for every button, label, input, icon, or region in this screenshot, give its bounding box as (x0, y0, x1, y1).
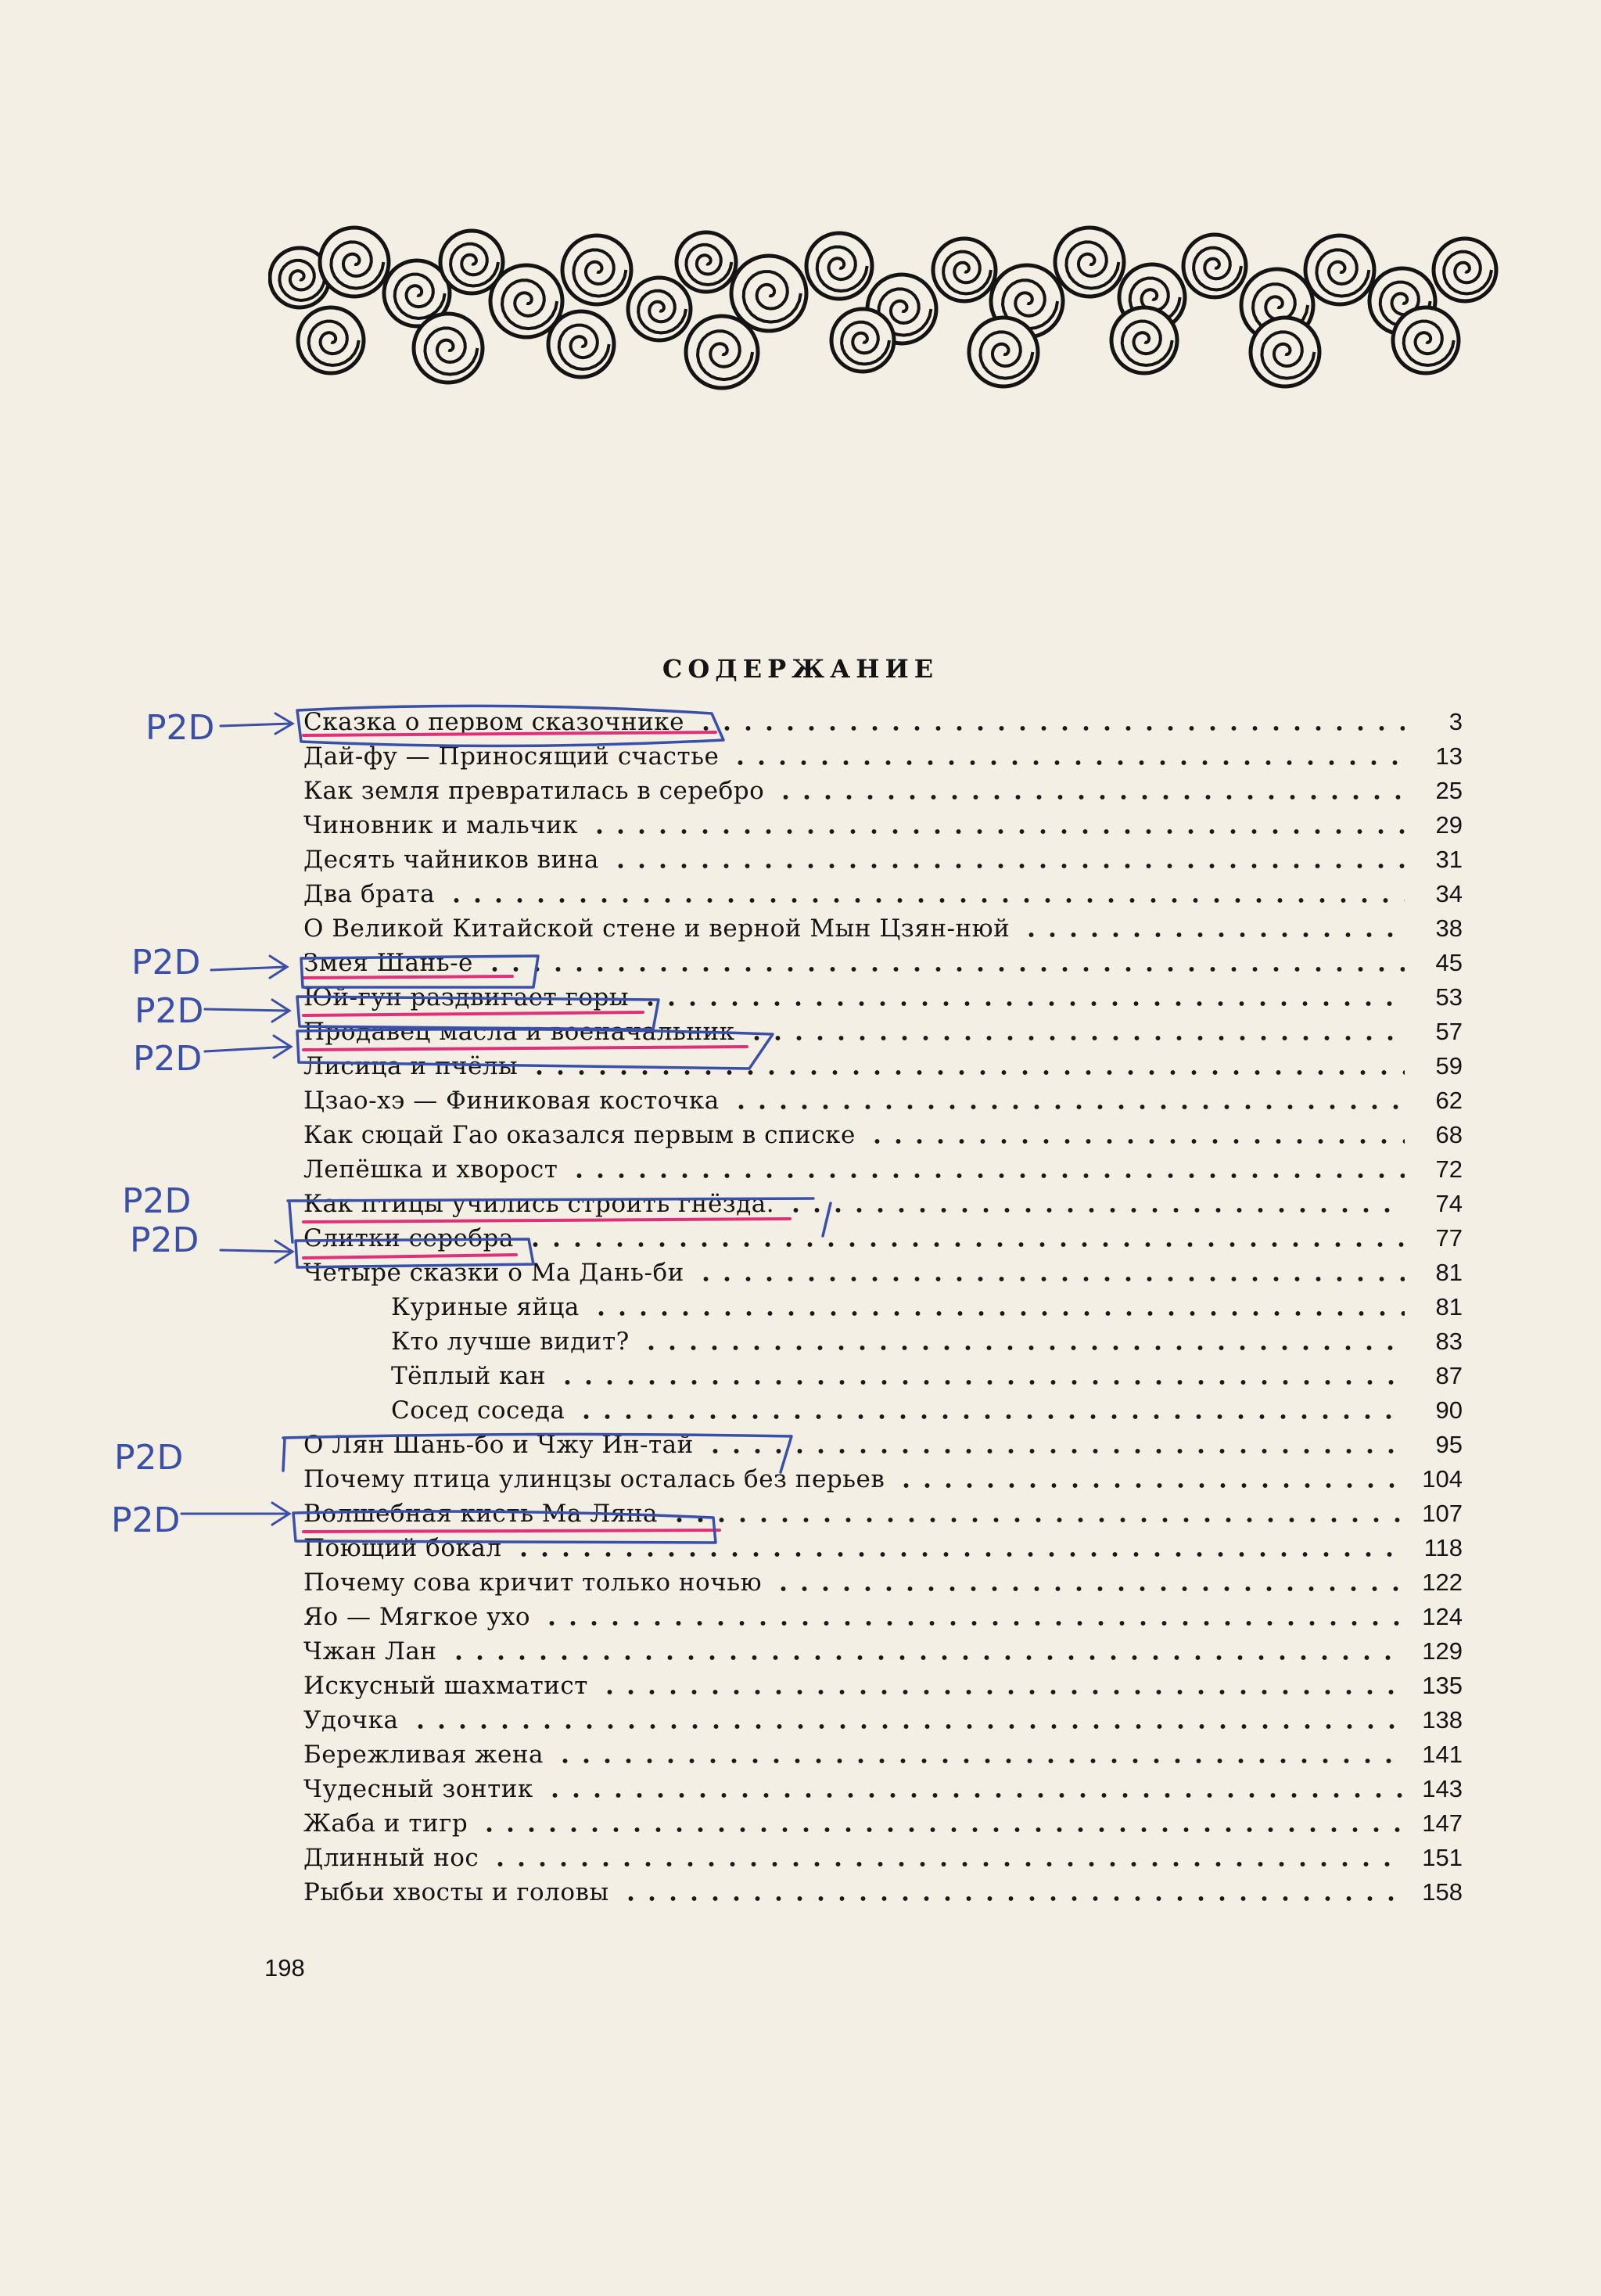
toc-entry-page: 68 (1435, 1121, 1463, 1148)
toc-entry (303, 983, 1463, 1018)
toc-entry-title: Чудесный зонтик (303, 1775, 533, 1803)
dot-leader (490, 1861, 1405, 1867)
toc-entry (303, 1259, 1463, 1293)
dot-leader (446, 897, 1405, 904)
toc-entry (303, 1431, 1463, 1465)
handwritten-note: P2D (131, 943, 201, 983)
toc-entry-title: Как земля превратилась в серебро (303, 777, 765, 805)
toc-subentry (391, 1293, 1463, 1328)
dot-leader (557, 1379, 1405, 1385)
toc-entry (303, 1224, 1463, 1259)
toc-entry-page: 34 (1435, 880, 1463, 907)
toc-entry-page: 95 (1435, 1431, 1463, 1458)
toc-entry-page: 62 (1435, 1087, 1463, 1114)
dot-leader (775, 794, 1405, 800)
toc-entry-page: 158 (1422, 1878, 1463, 1906)
toc-entry (303, 1603, 1463, 1637)
toc-entry (303, 949, 1463, 983)
toc-entry-page: 147 (1422, 1809, 1463, 1837)
dot-leader (1021, 932, 1405, 938)
dot-leader (479, 1827, 1405, 1833)
toc-subentry (391, 1328, 1463, 1362)
toc-entry-title: Удочка (303, 1706, 399, 1734)
toc-entry (303, 777, 1463, 811)
toc-entry-page: 31 (1435, 846, 1463, 873)
toc-entry-title: Змея Шань-е (303, 949, 473, 977)
toc-entry (303, 1672, 1463, 1706)
toc-entry (303, 1775, 1463, 1809)
toc-entry-page: 57 (1435, 1018, 1463, 1045)
toc-entry-title: Как птицы учились строить гнёзда. (303, 1190, 775, 1218)
toc-subentry (391, 1362, 1463, 1396)
toc-entry (303, 1844, 1463, 1878)
dot-leader (730, 760, 1405, 766)
toc-entry-title: Десять чайников вина (303, 846, 599, 874)
toc-entry-title: Длинный нос (303, 1844, 479, 1872)
toc-entry (303, 1878, 1463, 1913)
toc-entry-title: Юй-гун раздвигает горы (303, 983, 630, 1011)
toc-entry (303, 1121, 1463, 1155)
handwritten-note: P2D (122, 1181, 192, 1221)
toc-entry-title: Сказка о первом сказочнике (303, 708, 684, 736)
toc-entry (303, 1500, 1463, 1534)
dot-leader (610, 863, 1405, 869)
dot-leader (569, 1173, 1405, 1179)
toc-entry (303, 914, 1463, 949)
toc-entry (303, 1706, 1463, 1741)
dot-leader (529, 1069, 1405, 1076)
toc-entry-title: Как сюцай Гао оказался первым в списке (303, 1121, 856, 1149)
toc-entry-title: Два брата (303, 880, 436, 908)
toc-entry-title: Слитки серебра (303, 1224, 515, 1252)
dot-leader (410, 1723, 1405, 1730)
toc-entry-page: 25 (1435, 777, 1463, 804)
toc-entry-page: 13 (1435, 742, 1463, 770)
dot-leader (695, 1276, 1405, 1282)
page-number: 198 (264, 1954, 305, 1982)
toc-entry-title: Волшебная кисть Ма Ляна (303, 1500, 658, 1528)
toc-entry-title: Сосед соседа (391, 1396, 565, 1425)
toc-entry (303, 1534, 1463, 1568)
toc-entry-title: Куриные яйца (391, 1293, 580, 1321)
toc-entry (303, 1018, 1463, 1052)
dot-leader (484, 966, 1405, 972)
toc-entry-page: 90 (1435, 1396, 1463, 1424)
handwritten-note: P2D (133, 1039, 203, 1079)
toc-entry-title: Почему птица улинцзы осталась без перьев (303, 1465, 885, 1493)
toc-entry-page: 107 (1422, 1500, 1463, 1527)
handwritten-note: P2D (114, 1438, 184, 1478)
toc-entry (303, 1465, 1463, 1500)
dot-leader (591, 1310, 1405, 1317)
toc-entry (303, 1190, 1463, 1224)
toc-entry-page: 83 (1435, 1328, 1463, 1355)
toc-entry-page: 3 (1448, 708, 1463, 735)
dot-leader (785, 1207, 1405, 1213)
toc-entry (303, 742, 1463, 777)
toc-entry (303, 846, 1463, 880)
toc-entry-title: Почему сова кричит только ночью (303, 1568, 763, 1597)
toc-entry-page: 151 (1422, 1844, 1463, 1871)
toc-entry (303, 811, 1463, 846)
toc-entry (303, 1741, 1463, 1775)
toc-entry-page: 38 (1435, 914, 1463, 942)
toc-entry-page: 143 (1422, 1775, 1463, 1802)
toc-entry-title: Тёплый кан (391, 1362, 547, 1390)
handwritten-note: P2D (111, 1500, 181, 1540)
toc-entry-page: 81 (1435, 1259, 1463, 1286)
toc-entry-title: Бережливая жена (303, 1741, 544, 1769)
toc-entry (303, 1637, 1463, 1672)
toc-entry-page: 81 (1435, 1293, 1463, 1320)
toc-entry-title: Жаба и тигр (303, 1809, 468, 1838)
dot-leader (641, 1345, 1405, 1351)
toc-entry (303, 1052, 1463, 1087)
dot-leader (640, 1001, 1405, 1007)
toc-entry-page: 77 (1435, 1224, 1463, 1252)
toc-entry-title: Лепёшка и хворост (303, 1155, 558, 1184)
dot-leader (513, 1551, 1405, 1558)
toc-entry-page: 122 (1422, 1568, 1463, 1596)
toc-entry-title: Лисица и пчёлы (303, 1052, 519, 1080)
toc-entry (303, 1087, 1463, 1121)
dot-leader (705, 1448, 1405, 1454)
toc-entry (303, 1155, 1463, 1190)
toc-entry-page: 141 (1422, 1741, 1463, 1768)
toc-entry-title: Искусный шахматист (303, 1672, 588, 1700)
toc-entry-title: Цзао-хэ — Финиковая косточка (303, 1087, 720, 1115)
toc-subentry (391, 1396, 1463, 1431)
dot-leader (746, 1035, 1405, 1041)
toc-entry-page: 87 (1435, 1362, 1463, 1389)
toc-entry (303, 1568, 1463, 1603)
toc-entry-title: Четыре сказки о Ма Дань-би (303, 1259, 684, 1287)
toc-entry-title: Яо — Мягкое ухо (303, 1603, 531, 1631)
toc-entry-title: О Великой Китайской стене и верной Мын Цзян-нюй (303, 914, 1010, 943)
dot-leader (599, 1689, 1405, 1695)
toc-entry-title: Рыбьи хвосты и головы (303, 1878, 609, 1906)
toc-entry-page: 135 (1422, 1672, 1463, 1699)
dot-leader (555, 1758, 1405, 1764)
toc-entry-title: Поющий бокал (303, 1534, 502, 1562)
dot-leader (448, 1655, 1405, 1661)
dot-leader (541, 1620, 1405, 1626)
toc-entry-title: Чиновник и мальчик (303, 811, 579, 839)
toc-title: СОДЕРЖАНИЕ (662, 654, 939, 684)
toc-entry-page: 29 (1435, 811, 1463, 839)
dot-leader (576, 1414, 1405, 1420)
toc-entry-page: 124 (1422, 1603, 1463, 1630)
handwritten-note: P2D (130, 1220, 199, 1260)
toc-entry-title: Дай-фу — Приносящий счастье (303, 742, 720, 771)
toc-entry-page: 138 (1422, 1706, 1463, 1734)
dot-leader (896, 1482, 1405, 1489)
dot-leader (620, 1895, 1405, 1902)
toc-entry-page: 45 (1435, 949, 1463, 976)
cloud-ornament (268, 207, 1504, 403)
handwritten-note: P2D (145, 708, 215, 748)
toc-entry-page: 74 (1435, 1190, 1463, 1217)
toc-entry (303, 880, 1463, 914)
toc-entry (303, 708, 1463, 742)
handwritten-note: P2D (135, 991, 204, 1031)
toc-entry-page: 53 (1435, 983, 1463, 1011)
arrow-icons (181, 713, 293, 1525)
toc-entry-page: 129 (1422, 1637, 1463, 1665)
toc-entry-title: Кто лучше видит? (391, 1328, 630, 1356)
toc-entry-page: 59 (1435, 1052, 1463, 1080)
dot-leader (525, 1241, 1405, 1248)
dot-leader (669, 1517, 1405, 1523)
dot-leader (544, 1792, 1405, 1798)
dot-leader (731, 1104, 1405, 1110)
toc-entry-page: 118 (1423, 1534, 1463, 1561)
toc-entry-title: Чжан Лан (303, 1637, 437, 1665)
toc-entry-title: Продавец масла и военачальник (303, 1018, 735, 1046)
toc-entry (303, 1809, 1463, 1844)
toc-entry-page: 104 (1422, 1465, 1463, 1493)
dot-leader (867, 1138, 1405, 1144)
toc-entry-page: 72 (1435, 1155, 1463, 1183)
dot-leader (695, 725, 1405, 731)
toc-entry-title: О Лян Шань-бо и Чжу Ин-тай (303, 1431, 694, 1459)
dot-leader (773, 1586, 1405, 1592)
dot-leader (589, 828, 1405, 835)
